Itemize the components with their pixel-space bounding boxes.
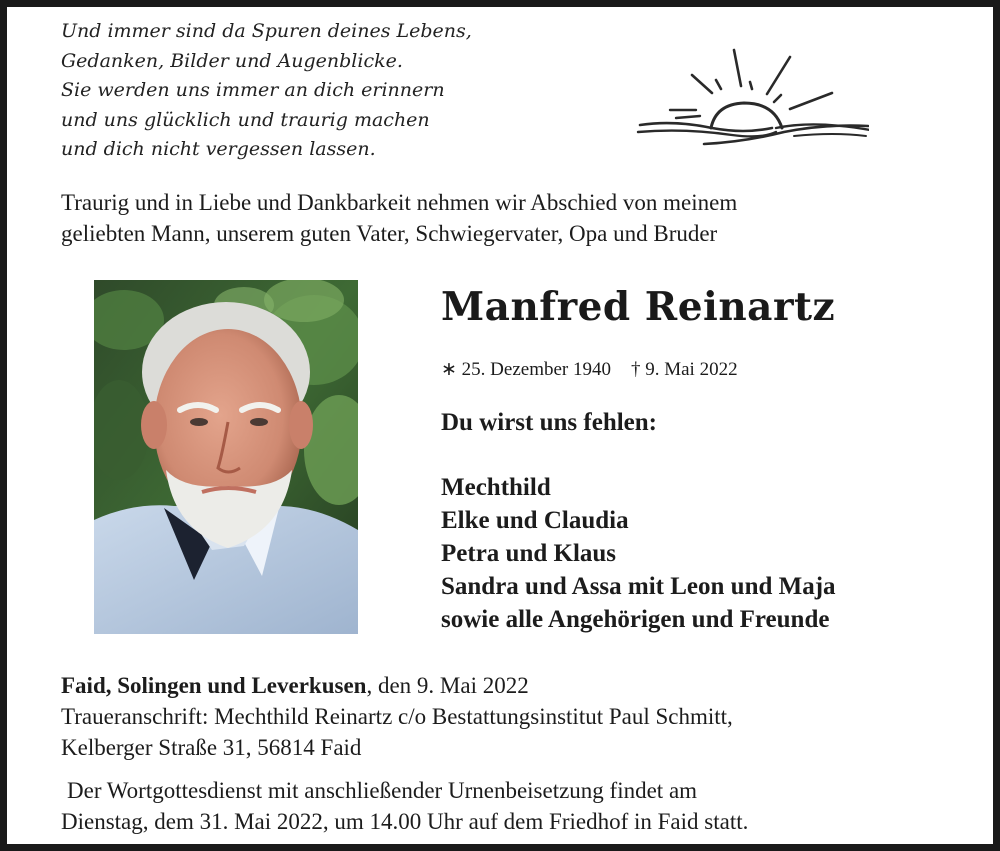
intro-line: geliebten Mann, unserem guten Vater, Schwiegervater, Opa und Bruder <box>61 221 718 246</box>
mourner-entry: Sandra und Assa mit Leon und Maja <box>441 573 836 600</box>
service-line: Der Wortgottesdienst mit anschließender Urnenbeisetzung findet am <box>67 778 698 803</box>
intro-text <box>61 187 737 249</box>
mourner-entry: Mechthild <box>441 474 551 501</box>
poem-line: und dich nicht vergessen lassen. <box>61 138 376 160</box>
mourning-address-line: Kelberger Straße 31, 56814 Faid <box>61 735 362 760</box>
place-date-line <box>61 670 733 701</box>
memorial-poem <box>61 17 472 165</box>
poem-line: Und immer sind da Spuren deines Lebens, <box>61 20 472 42</box>
portrait-photo <box>94 280 358 634</box>
mourner-entry: Elke und Claudia <box>441 507 629 534</box>
death-date: † 9. Mai 2022 <box>630 359 738 380</box>
intro-line: Traurig und in Liebe und Dankbarkeit nehmen wir Abschied von meinem <box>61 190 738 215</box>
life-dates <box>441 358 738 382</box>
mourners-list <box>441 471 836 636</box>
poem-line: Gedanken, Bilder und Augenblicke. <box>61 49 403 72</box>
mourner-entry: sowie alle Angehörigen und Freunde <box>441 606 830 633</box>
service-line: Dienstag, dem 31. Mai 2022, um 14.00 Uhr auf dem Friedhof in Faid statt. <box>61 809 749 834</box>
notice-date: , den 9. Mai 2022 <box>366 673 529 698</box>
poem-line: Sie werden uns immer an dich erinnern <box>61 79 445 101</box>
place-and-address <box>61 670 733 763</box>
mourner-entry: Petra und Klaus <box>441 540 617 567</box>
poem-line: und uns glücklich und traurig machen <box>61 108 430 131</box>
place-cities: Faid, Solingen und Leverkusen <box>61 673 367 698</box>
mourning-address-line: Traueranschrift: Mechthild Reinartz c/o Bestattungsinstitut Paul Schmitt, <box>61 704 733 729</box>
sunset-icon <box>634 42 869 157</box>
birth-date: ∗ 25. Dezember 1940 <box>441 359 611 380</box>
mourners-heading: Du wirst uns fehlen: <box>441 409 657 436</box>
deceased-name: Manfred Reinartz <box>441 284 836 330</box>
service-info <box>61 775 748 837</box>
